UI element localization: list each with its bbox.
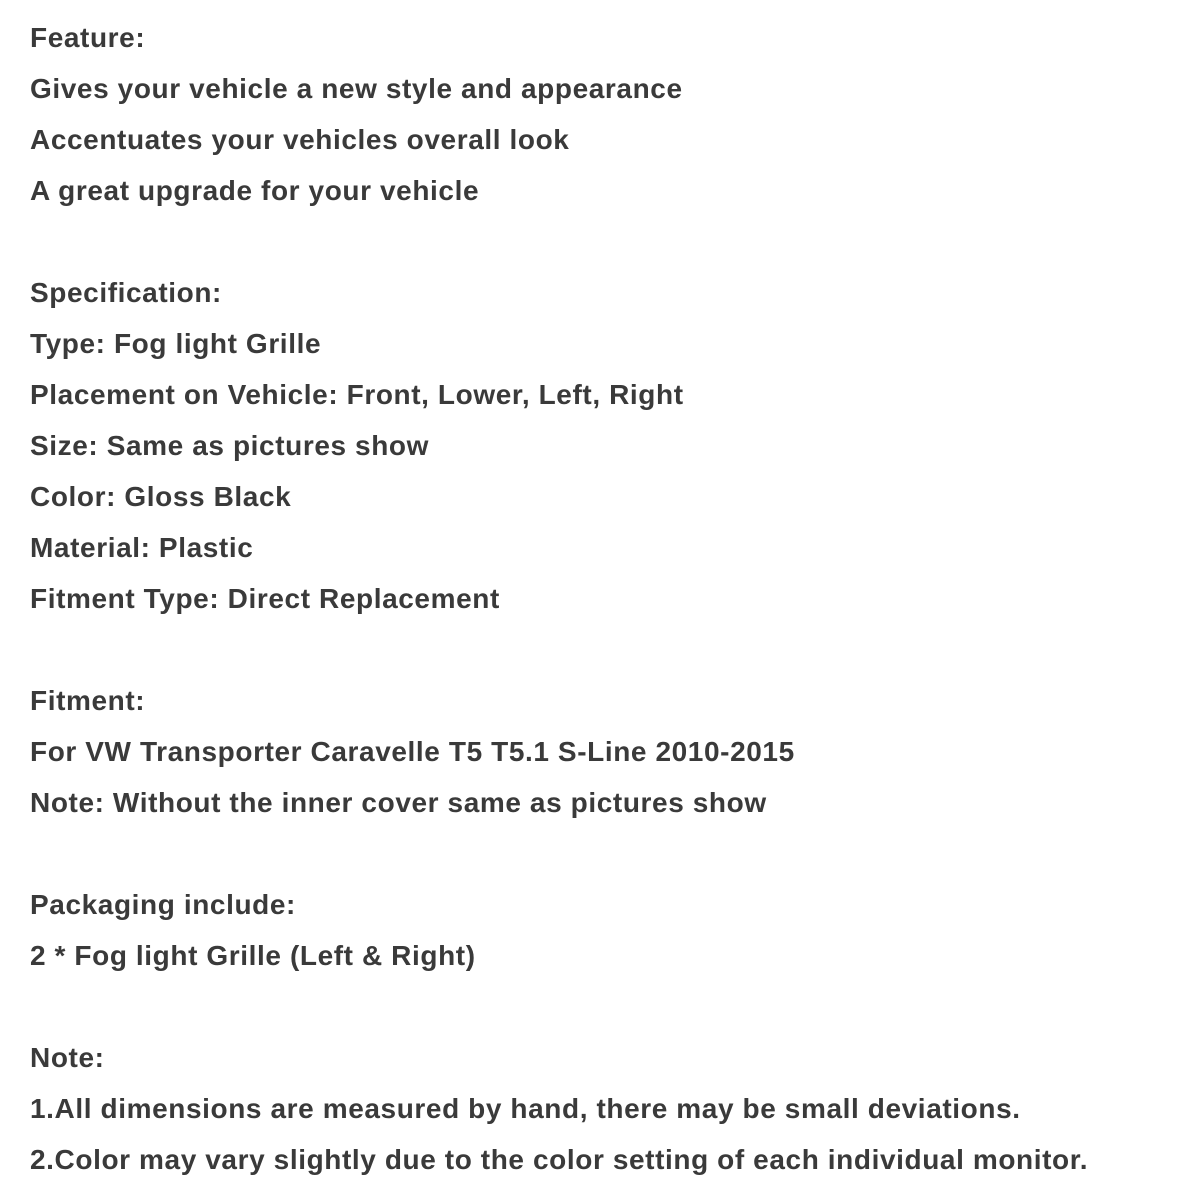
note-item: 1.All dimensions are measured by hand, there may be small deviations. [30, 1093, 1021, 1124]
spec-item: Placement on Vehicle: Front, Lower, Left, Right [30, 379, 684, 410]
packaging-section [30, 879, 1190, 981]
packaging-item: 2 * Fog light Grille (Left & Right) [30, 940, 476, 971]
spec-item: Type: Fog light Grille [30, 328, 322, 359]
packaging-heading: Packaging include: [30, 889, 296, 920]
product-description [30, 12, 1190, 1185]
feature-heading: Feature: [30, 22, 146, 53]
feature-section [30, 12, 1190, 216]
fitment-heading: Fitment: [30, 685, 146, 716]
fitment-item: For VW Transporter Caravelle T5 T5.1 S-Line 2010-2015 [30, 736, 795, 767]
specification-section [30, 267, 1190, 624]
section-spacer [30, 828, 1190, 879]
feature-item: Accentuates your vehicles overall look [30, 124, 570, 155]
section-spacer [30, 981, 1190, 1032]
feature-item: A great upgrade for your vehicle [30, 175, 480, 206]
note-item: 2.Color may vary slightly due to the color setting of each individual monitor. [30, 1144, 1089, 1175]
fitment-section [30, 675, 1190, 828]
fitment-item: Note: Without the inner cover same as pictures show [30, 787, 767, 818]
section-spacer [30, 624, 1190, 675]
section-spacer [30, 216, 1190, 267]
spec-item: Size: Same as pictures show [30, 430, 430, 461]
note-heading: Note: [30, 1042, 105, 1073]
note-section [30, 1032, 1190, 1185]
spec-item: Material: Plastic [30, 532, 254, 563]
spec-item: Color: Gloss Black [30, 481, 292, 512]
specification-heading: Specification: [30, 277, 222, 308]
feature-item: Gives your vehicle a new style and appearance [30, 73, 683, 104]
spec-item: Fitment Type: Direct Replacement [30, 583, 500, 614]
